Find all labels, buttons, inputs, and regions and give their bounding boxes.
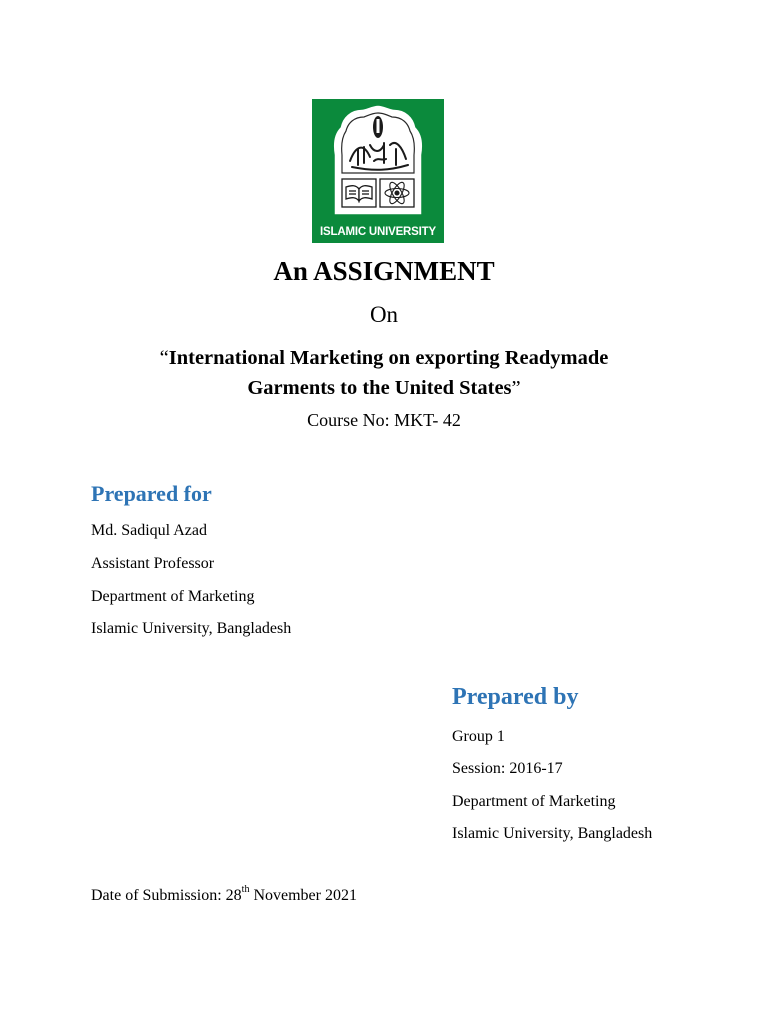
course-number: Course No: MKT- 42 bbox=[307, 410, 461, 430]
submission-month-year: November 2021 bbox=[249, 887, 357, 904]
group-department: Department of Marketing bbox=[452, 793, 616, 810]
supervisor-name: Md. Sadiqul Azad bbox=[91, 522, 207, 539]
topic-line-1: International Marketing on exporting Readymade bbox=[168, 347, 609, 369]
submission-day-suffix: th bbox=[241, 884, 250, 895]
open-quote: “ bbox=[159, 347, 169, 369]
submission-date bbox=[91, 884, 357, 905]
group-university: Islamic University, Bangladesh bbox=[452, 825, 653, 842]
pen-icon bbox=[373, 116, 383, 138]
university-logo bbox=[312, 99, 444, 243]
assignment-title: An ASSIGNMENT bbox=[273, 256, 495, 286]
on-label: On bbox=[369, 302, 399, 327]
prepared-for-heading: Prepared for bbox=[91, 481, 212, 506]
session: Session: 2016-17 bbox=[452, 760, 563, 777]
assignment-topic bbox=[0, 343, 768, 403]
close-quote: ” bbox=[511, 377, 521, 399]
logo-emblem bbox=[312, 99, 444, 243]
topic-line-2: Garments to the United States bbox=[247, 377, 512, 399]
prepared-by-heading: Prepared by bbox=[452, 684, 579, 710]
supervisor-university: Islamic University, Bangladesh bbox=[91, 620, 292, 637]
supervisor-title: Assistant Professor bbox=[91, 555, 215, 572]
logo-text: ISLAMIC UNIVERSITY bbox=[320, 226, 436, 238]
supervisor-department: Department of Marketing bbox=[91, 588, 255, 605]
submission-label: Date of Submission: 28 bbox=[91, 887, 242, 904]
group-name: Group 1 bbox=[452, 728, 505, 745]
